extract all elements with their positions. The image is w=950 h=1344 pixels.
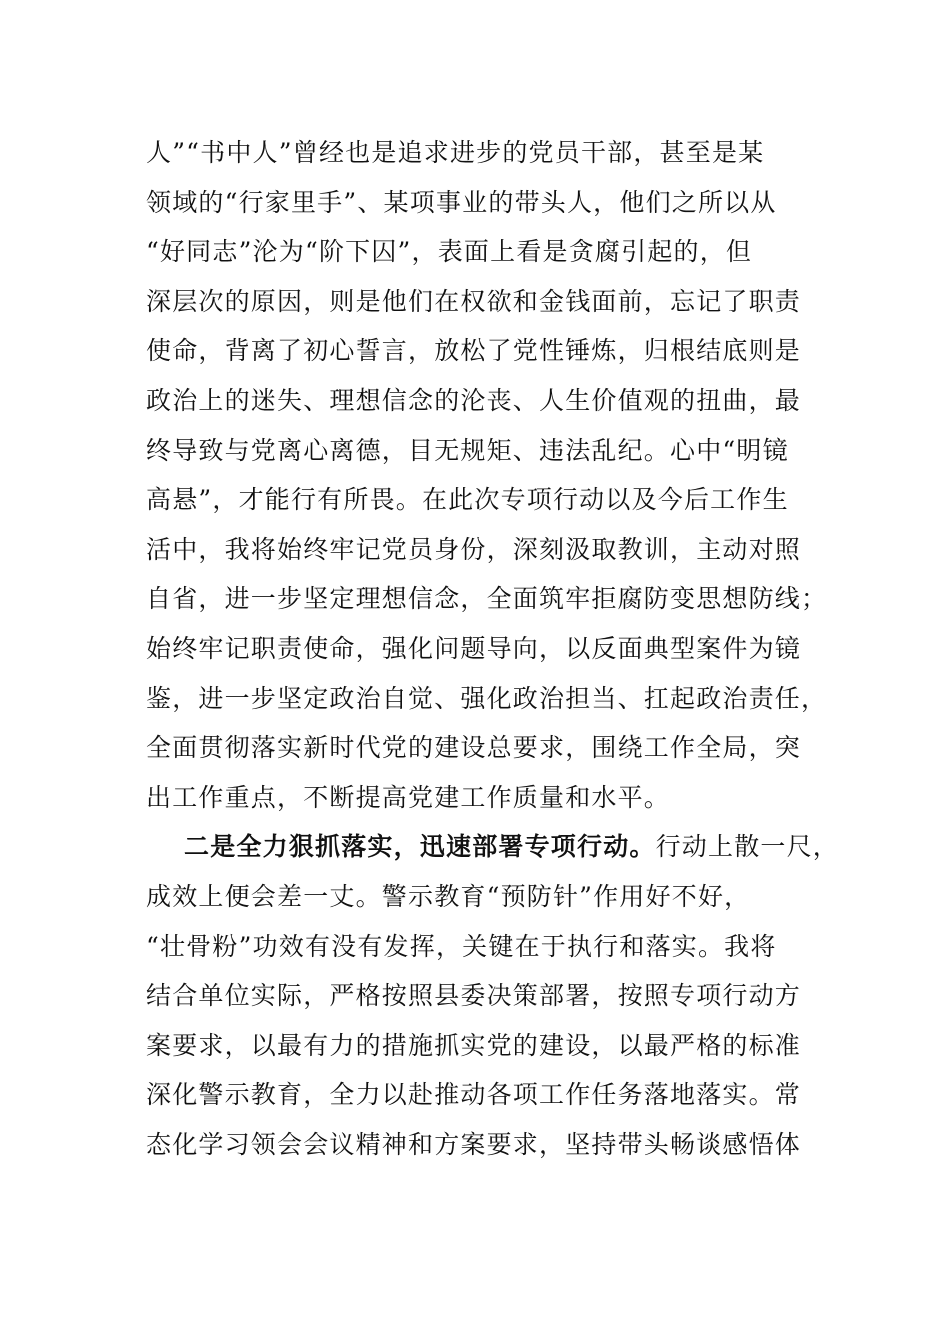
heading-line-rest: 行动上散一尺， bbox=[655, 832, 840, 862]
text-line: 自省，进一步坚定理想信念，全面筑牢拒腐防变思想防线； bbox=[146, 584, 828, 614]
text-line: 鉴，进一步坚定政治自觉、强化政治担当、扛起政治责任， bbox=[146, 683, 828, 713]
text-line: 领域的“行家里手”、某项事业的带头人，他们之所以从 bbox=[146, 187, 777, 217]
text-line: “好同志”沦为“阶下囚”，表面上看是贪腐引起的，但 bbox=[146, 237, 753, 267]
paragraph-two bbox=[146, 822, 840, 1169]
text-line: 始终牢记职责使命，强化问题导向，以反面典型案件为镜 bbox=[146, 633, 802, 663]
paragraph-continued bbox=[146, 128, 826, 822]
document-body bbox=[146, 128, 840, 1169]
text-line: 使命，背离了初心誓言，放松了党性锤炼，归根结底则是 bbox=[146, 336, 802, 366]
text-line: 出工作重点，不断提高党建工作质量和水平。 bbox=[146, 782, 671, 812]
text-line: “壮骨粉”功效有没有发挥，关键在于执行和落实。我将 bbox=[146, 931, 777, 961]
text-line: 高悬”，才能行有所畏。在此次专项行动以及今后工作生 bbox=[146, 485, 789, 515]
text-line: 政治上的迷失、理想信念的沦丧、人生价值观的扭曲，最 bbox=[146, 385, 802, 415]
text-line: 全面贯彻落实新时代党的建设总要求，围绕工作全局，突 bbox=[146, 733, 802, 763]
text-line: 人”“书中人”曾经也是追求进步的党员干部，甚至是某 bbox=[146, 138, 765, 167]
text-line: 深化警示教育，全力以赴推动各项工作任务落地落实。常 bbox=[146, 1080, 802, 1110]
text-line: 结合单位实际，严格按照县委决策部署，按照专项行动方 bbox=[146, 981, 802, 1011]
text-line: 深层次的原因，则是他们在权欲和金钱面前，忘记了职责 bbox=[146, 286, 802, 316]
section-heading: 二是全力狠抓落实，迅速部署专项行动。 bbox=[184, 832, 656, 862]
text-line: 终导致与党离心离德，目无规矩、违法乱纪。心中“明镜 bbox=[146, 435, 789, 465]
paragraph-first-line bbox=[146, 822, 840, 872]
text-line: 态化学习领会会议精神和方案要求，坚持带头畅谈感悟体 bbox=[146, 1129, 802, 1159]
text-line: 案要求，以最有力的措施抓实党的建设，以最严格的标准 bbox=[146, 1030, 802, 1060]
text-line: 活中，我将始终牢记党员身份，深刻汲取教训，主动对照 bbox=[146, 534, 802, 564]
text-line: 成效上便会差一丈。警示教育“预防针”作用好不好， bbox=[146, 881, 751, 911]
